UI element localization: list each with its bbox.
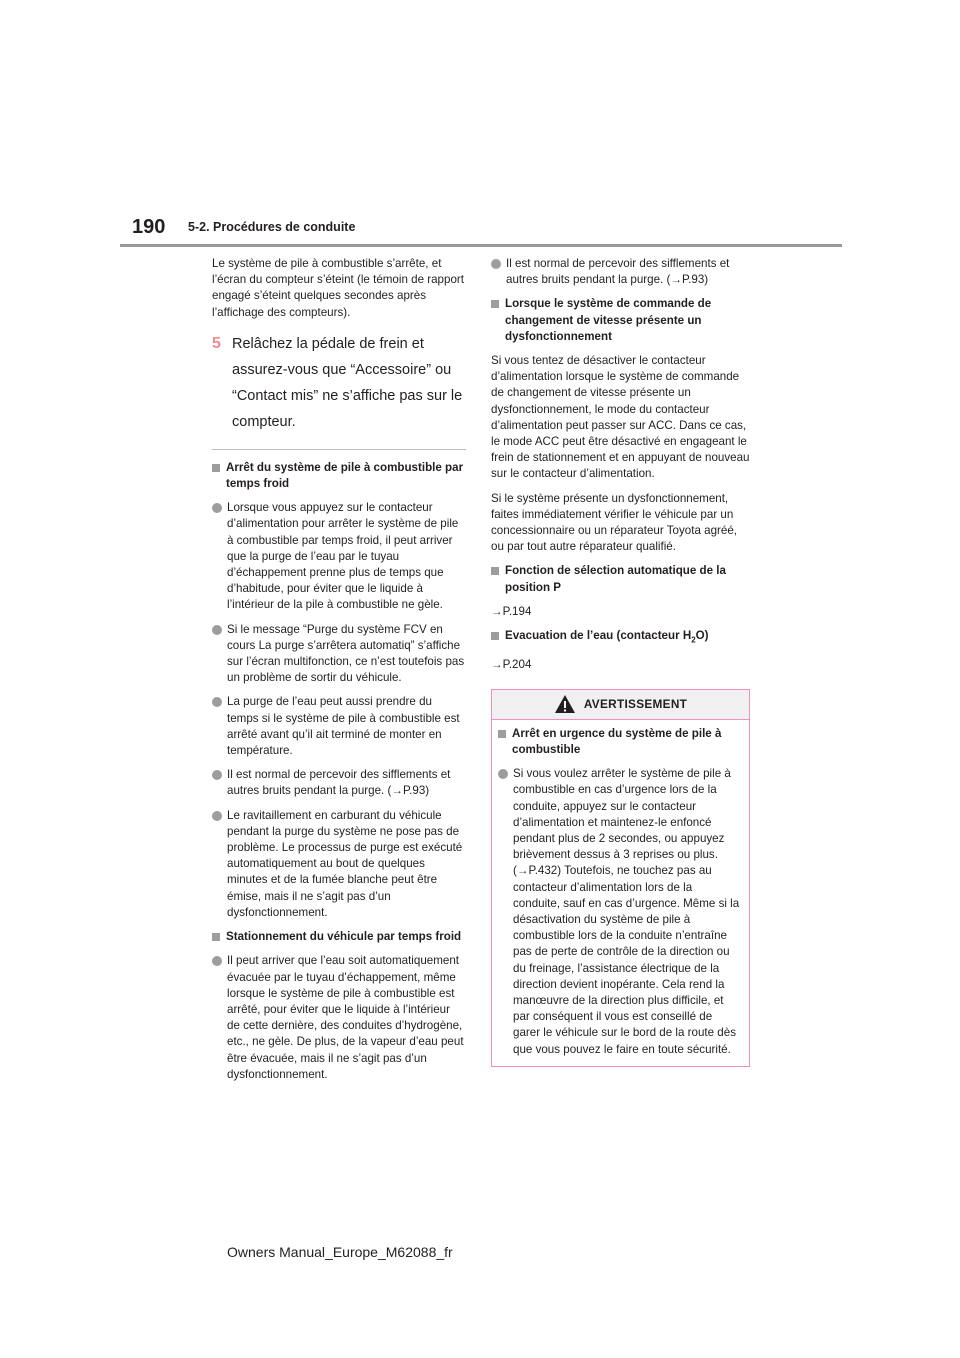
list-item: Si vous voulez arrêter le système de pile à combustible en cas d’urgence lors de la conduite, appuyez sur le contacteur d’alimentation et maintenez-le enfoncé pendant plus de 2 secondes, ou appuyez brièvement dessus à 3 reprises ou plus. (→P.432) Toutefois, ne touchez pas au contacteur d’alimentation lors de la conduite, sauf en cas d’urgence. Même si la désactivation du système de pile à combustible lors de la conduite n’entraîne pas de perte de contrôle de la direction ou du freinage, l’assistance électrique de la direction devient inopérante. Cela rend la manœuvre de la direction plus difficile, et par conséquent il vous est conseillé de garer le véhicule sur le bord de la route dès que vous pouvez le faire en toute sécurité. [498,766,741,1058]
square-bullet-icon [212,933,220,941]
page-header [120,212,842,248]
square-bullet-icon [491,632,499,640]
list-item: Il est normal de percevoir des sifflements et autres bruits pendant la purge. (→P.93) [491,256,750,288]
section-title: 5-2. Procédures de conduite [188,220,356,234]
heading-auto-p: Fonction de sélection automatique de la position P [491,563,750,595]
list-item: La purge de l’eau peut aussi prendre du temps si le système de pile à combustible est arrêté avant qu’il ait terminé de monter en température. [212,694,466,759]
heading-cold-parking: Stationnement du véhicule par temps froid [212,929,466,945]
list-item: Le ravitaillement en carburant du véhicule pendant la purge du système ne pose pas de problème. Le processus de purge est exécuté automatiquement au bout de quelques minutes et de la fumée blanche peut être émise, mais il ne s’agit pas d’un dysfonctionnement. [212,808,466,921]
square-bullet-icon [491,567,499,575]
circle-bullet-icon [498,769,508,779]
list-item: Il est normal de percevoir des sifflements et autres bruits pendant la purge. (→P.93) [212,767,466,799]
circle-bullet-icon [212,625,222,635]
warning-box [491,689,750,1067]
page-reference: →P.204 [491,657,532,671]
list-item: Il peut arriver que l’eau soit automatiquement évacuée par le tuyau d’échappement, même lorsque le système de pile à combustible est arrêté, pour éviter que le liquide à l’intérieur de cette dernière, des conduites d’hydrogène, etc., ne gèle. De plus, de la vapeur d’eau peut être évacuée, mais il ne s’agit pas d’un dysfonctionnement. [212,953,466,1083]
paragraph: Si vous tentez de désactiver le contacteur d’alimentation lorsque le système de commande de changement de vitesse présente un dysfonctionnement, le mode du contacteur d’alimentation peut passer sur ACC. Dans ce cas, le mode ACC peut être désactivé en engageant le frein de stationnement et en appuyant de nouveau sur le contacteur d’alimentation. [491,354,750,481]
left-column [212,256,466,1091]
list-item: Si le message “Purge du système FCV en cours La purge s’arrêtera automatiq” s’affiche sur l’écran multifonction, ce n’est toutefois pas un problème de sortir du véhicule. [212,622,466,687]
circle-bullet-icon [212,770,222,780]
heading-water-evacuation: Evacuation de l’eau (contacteur $H_2O$) [491,628,750,649]
page-number: 190 [132,216,166,238]
square-bullet-icon [212,464,220,472]
circle-bullet-icon [212,956,222,966]
header-divider [120,244,842,247]
square-bullet-icon [491,300,499,308]
circle-bullet-icon [212,811,222,821]
circle-bullet-icon [491,259,501,269]
warning-triangle-icon [554,694,576,714]
right-column [491,256,750,1067]
square-bullet-icon [498,730,506,738]
circle-bullet-icon [212,503,222,513]
heading-cold-shutdown: Arrêt du système de pile à combustible par temps froid [212,460,466,492]
step-text: Relâchez la pédale de frein et assurez-vous que “Accessoire” ou “Contact mis” ne s’affiche pas sur le compteur. [232,335,463,430]
page-reference: →P.194 [491,604,532,618]
warning-body [492,720,749,1066]
paragraph: Si le système présente un dysfonctionnement, faites immédiatement vérifier le véhicule par un concessionnaire ou un réparateur Toyota agréé, ou par tout autre réparateur qualifié. [491,491,737,554]
circle-bullet-icon [212,697,222,707]
warning-title: AVERTISSEMENT [583,697,688,712]
warning-header [492,690,749,720]
step-number: 5 [212,334,221,352]
intro-paragraph: Le système de pile à combustible s’arrête, et l’écran du compteur s’éteint (le témoin de rapport engagé s’éteint quelques secondes après l’affichage des compteurs). [212,257,464,319]
step-5 [212,331,466,435]
list-item: Lorsque vous appuyez sur le contacteur d’alimentation pour arrêter le système de pile à combustible par temps froid, il peut arriver que la purge de l’eau par le tuyau d’échappement prenne plus de temps que d’habitude, pour éviter que le liquide à l’intérieur de la pile à combustible ne gèle. [212,500,466,613]
section-divider [212,449,466,450]
heading-shift-malfunction: Lorsque le système de commande de changement de vitesse présente un dysfonctionnement [491,296,750,345]
heading-emergency-stop: Arrêt en urgence du système de pile à combustible [498,726,741,758]
footer-text: Owners Manual_Europe_M62088_fr [227,1244,453,1260]
